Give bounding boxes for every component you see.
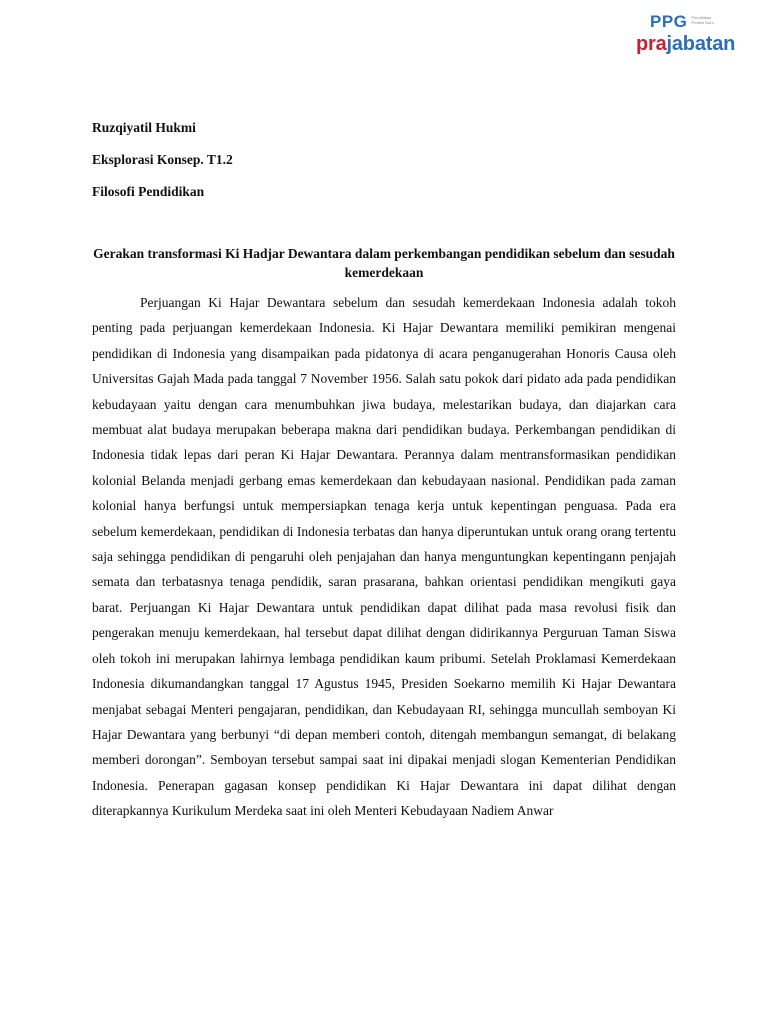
logo-wordmark — [636, 32, 735, 56]
logo-subtitle: Pendidikan Profesi Guru — [691, 15, 714, 25]
ppg-prajabatan-logo — [636, 12, 754, 64]
logo-wordmark-red: pra — [636, 33, 667, 55]
logo-ppg-text: PPG — [650, 12, 688, 31]
course-name: Filosofi Pendidikan — [92, 184, 205, 199]
logo-top-row — [650, 12, 721, 32]
assignment-label: Eksplorasi Konsep. T1.2 — [92, 152, 233, 167]
logo-wordmark-blue: jabatan — [666, 33, 736, 55]
essay-title: Gerakan transformasi Ki Hadjar Dewantara dalam perkembangan pendidikan sebelum dan sesudah kemerdekaan — [93, 246, 675, 280]
essay-paragraph: Perjuangan Ki Hajar Dewantara sebelum dan sesudah kemerdekaan Indonesia adalah tokoh penting pada perjuangan kemerdekaan Indonesia. Ki Hajar Dewantara memiliki pemikiran mengenai pendidikan di Indonesia yang disampaikan pada pidatonya di acara penganugerahan Honoris Causa oleh Universitas Gajah Mada pada tanggal 7 November 1956. Salah satu pokok dari pidato ada pada pendidikan kebudayaan yaitu dengan cara menumbuhkan jiwa budaya, melestarikan budaya, dan diajarkan cara membuat alat budaya merupakan beberapa makna dari pendidikan budaya. Perkembangan pendidikan di Indonesia tidak lepas dari peran Ki Hajar Dewantara. Perannya dalam mentransformasikan pendidikan kolonial Belanda menjadi gerbang emas kemerdekaan dan kebudayaan nasional. Pendidikan pada zaman kolonial hanya berfungsi untuk mempersiapkan tenaga kerja untuk kepentingan penguasa. Pada era sebelum kemerdekaan, pendidikan di Indonesia terbatas dan hanya diperuntukan untuk orang orang tertentu saja sehingga pendidikan di pengaruhi oleh penjajahan dan hanya menguntungkan kepentingann penjajah semata dan terbatasnya tenaga pendidik, saran prasarana, bahkan orientasi pendidikan mengikuti gaya barat. Perjuangan Ki Hajar Dewantara untuk pendidikan dapat dilihat pada masa revolusi fisik dan pengerakan menuju kemerdekaan, hal tersebut dapat dilihat dengan didirikannya Perguruan Taman Siswa oleh tokoh ini merupakan lahirnya lembaga pendidikan kaum pribumi. Setelah Proklamasi Kemerdekaan Indonesia dikumandangkan tanggal 17 Agustus 1945, Presiden Soekarno memilih Ki Hajar Dewantara menjabat sebagai Menteri pengajaran, pendidikan, dan Kebudayaan RI, sehingga muncullah semboyan Ki Hajar Dewantara yang berbunyi “di depan memberi contoh, ditengah membangun semangat, di belakang memberi dorongan”. Semboyan tersebut sampai saat ini dipakai menjadi slogan Kementerian Pendidikan Indonesia. Penerapan gagasan konsep pendidikan Ki Hajar Dewantara ini dapat dilihat dengan diterapkannya Kurikulum Merdeka saat ini oleh Menteri Kebudayaan Nadiem Anwar — [92, 295, 676, 819]
author-name: Ruzqiyatil Hukmi — [92, 120, 196, 135]
